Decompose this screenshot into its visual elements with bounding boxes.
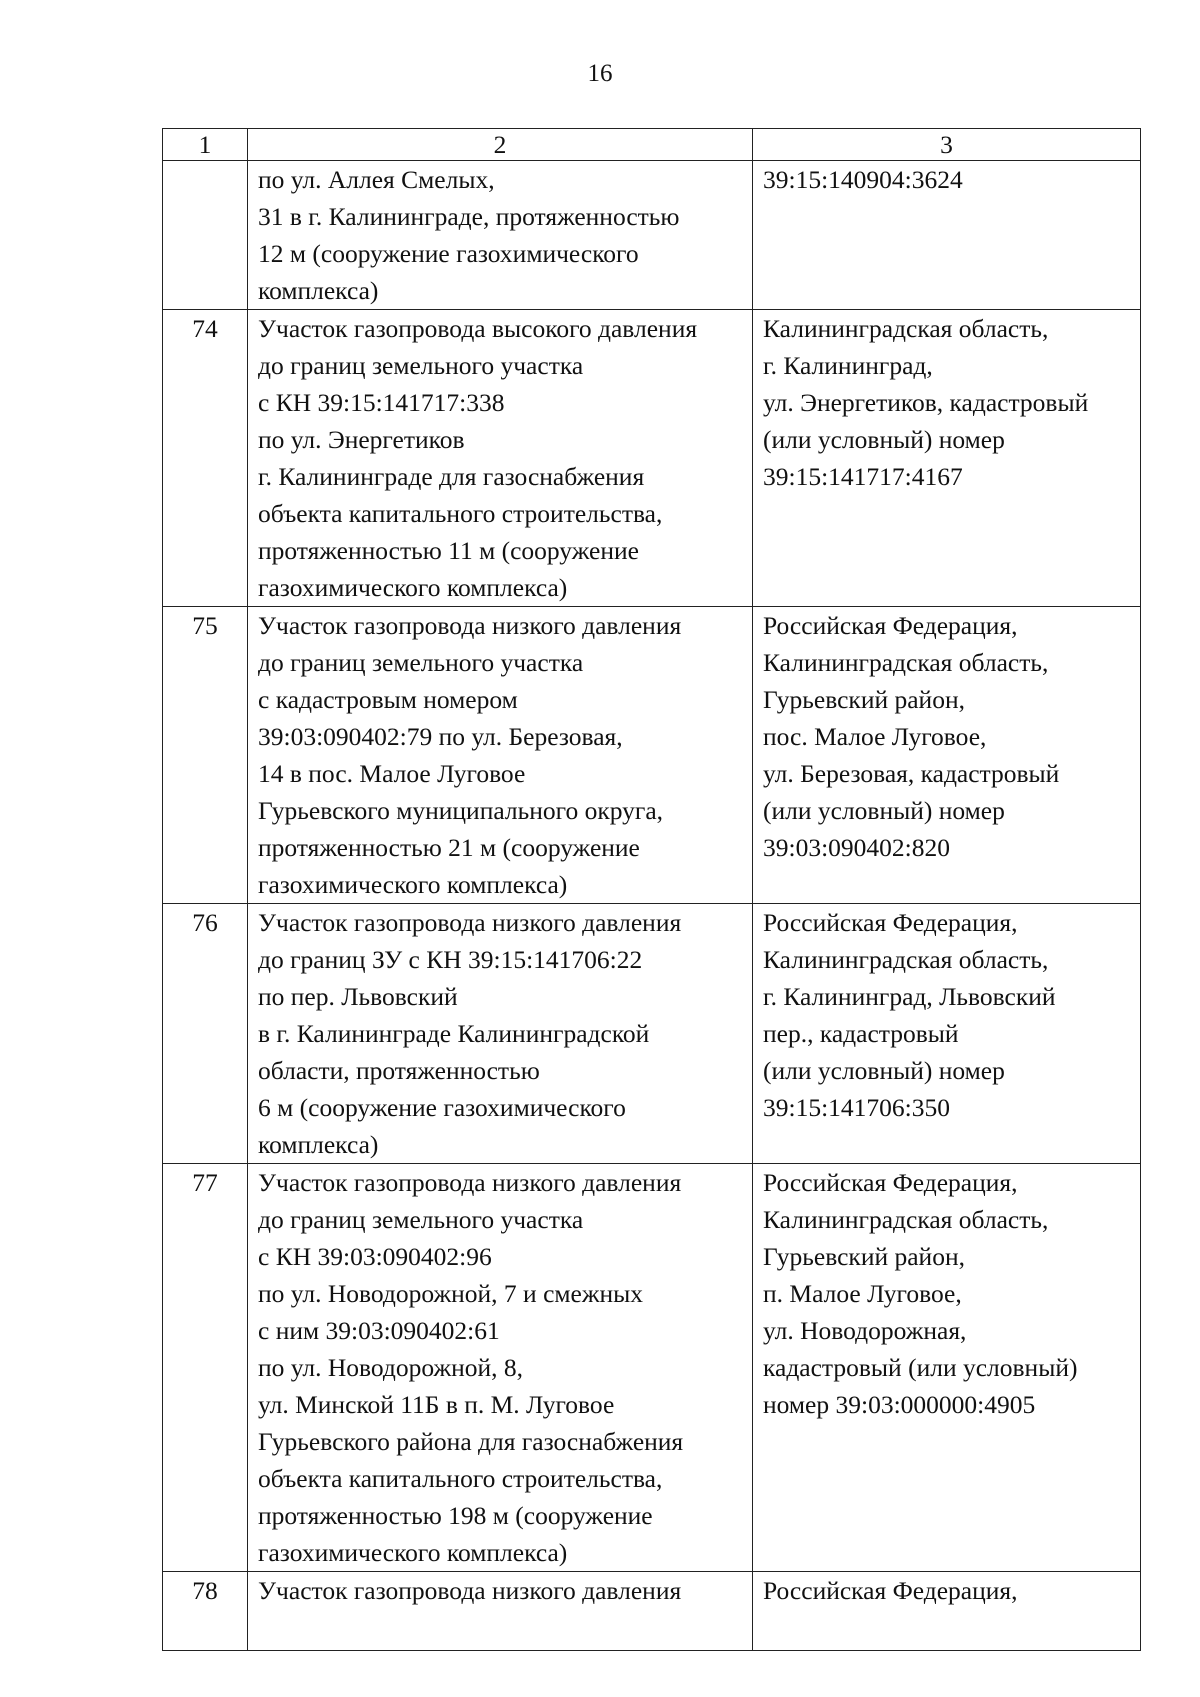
location-line: Гурьевский район, (763, 1242, 965, 1271)
description-line: до границ земельного участка (258, 351, 584, 380)
description-line: до границ земельного участка (258, 648, 584, 677)
description-line: по ул. Аллея Смелых, (258, 165, 495, 194)
location-line: 39:03:090402:820 (763, 833, 951, 862)
location-line: Калининградская область, (763, 945, 1049, 974)
description-line: протяженностью 11 м (сооружение (258, 536, 639, 565)
description-line: Гурьевского района для газоснабжения (258, 1427, 684, 1456)
table-row (163, 161, 1141, 310)
description-line: по пер. Львовский (258, 982, 458, 1011)
row-number: 76 (163, 904, 248, 1164)
location-line: п. Малое Луговое, (763, 1279, 962, 1308)
table-row (163, 607, 1141, 904)
location-line: Гурьевский район, (763, 685, 965, 714)
location-line: ул. Энергетиков, кадастровый (763, 388, 1089, 417)
object-description (248, 1164, 753, 1572)
location-line: г. Калининград, Львовский (763, 982, 1056, 1011)
description-line: Участок газопровода низкого давления (258, 908, 682, 937)
location-line: Российская Федерация, (763, 1168, 1018, 1197)
table-row (163, 904, 1141, 1164)
description-line: объекта капитального строительства, (258, 499, 663, 528)
description-line: газохимического комплекса) (258, 870, 568, 899)
location-line: Калининградская область, (763, 1205, 1049, 1234)
location-line: г. Калининград, (763, 351, 933, 380)
page-number: 16 (587, 60, 613, 87)
description-line: объекта капитального строительства, (258, 1464, 663, 1493)
location-line: пер., кадастровый (763, 1019, 959, 1048)
description-line: протяженностью 198 м (сооружение (258, 1501, 653, 1530)
location-line: Российская Федерация, (763, 908, 1018, 937)
location-line: номер 39:03:000000:4905 (763, 1390, 1036, 1419)
description-line: до границ земельного участка (258, 1205, 584, 1234)
description-line: по ул. Новодорожной, 8, (258, 1353, 524, 1382)
location-line: 39:15:141717:4167 (763, 462, 963, 491)
description-line: Участок газопровода низкого давления (258, 611, 682, 640)
description-line: с кадастровым номером (258, 685, 518, 714)
row-number: 75 (163, 607, 248, 904)
description-line: газохимического комплекса) (258, 1538, 568, 1567)
description-line: протяженностью 21 м (сооружение (258, 833, 640, 862)
description-line: комплекса) (258, 276, 379, 305)
table-row (163, 310, 1141, 607)
column-header: 3 (753, 129, 1141, 161)
object-description (248, 1572, 753, 1651)
description-line: Участок газопровода низкого давления (258, 1168, 682, 1197)
object-location (753, 1572, 1141, 1651)
description-line: газохимического комплекса) (258, 573, 568, 602)
description-line: Гурьевского муниципального округа, (258, 796, 664, 825)
object-location (753, 904, 1141, 1164)
description-line: с ним 39:03:090402:61 (258, 1316, 500, 1345)
description-line: г. Калининграде для газоснабжения (258, 462, 645, 491)
table-row (163, 1164, 1141, 1572)
description-line: 12 м (сооружение газохимического (258, 239, 639, 268)
description-line: 14 в пос. Малое Луговое (258, 759, 526, 788)
row-number (163, 161, 248, 310)
description-line: с КН 39:03:090402:96 (258, 1242, 492, 1271)
location-line: (или условный) номер (763, 796, 1005, 825)
object-location (753, 1164, 1141, 1572)
location-line: 39:15:141706:350 (763, 1093, 951, 1122)
object-location (753, 310, 1141, 607)
object-location (753, 161, 1141, 310)
description-line: по ул. Энергетиков (258, 425, 465, 454)
description-line: области, протяженностью (258, 1056, 540, 1085)
description-line: ул. Минской 11Б в п. М. Луговое (258, 1390, 615, 1419)
objects-table (162, 128, 1141, 1651)
column-header: 2 (248, 129, 753, 161)
description-line: в г. Калининграде Калининградской (258, 1019, 650, 1048)
object-description (248, 904, 753, 1164)
location-line: ул. Новодорожная, (763, 1316, 967, 1345)
location-line: пос. Малое Луговое, (763, 722, 987, 751)
description-line: по ул. Новодорожной, 7 и смежных (258, 1279, 643, 1308)
object-description (248, 607, 753, 904)
row-number: 74 (163, 310, 248, 607)
description-line: до границ ЗУ с КН 39:15:141706:22 (258, 945, 643, 974)
object-description (248, 161, 753, 310)
table-header-row (163, 129, 1141, 161)
location-line: Калининградская область, (763, 648, 1049, 677)
description-line: Участок газопровода высокого давления (258, 314, 698, 343)
location-line: кадастровый (или условный) (763, 1353, 1078, 1382)
location-line: Калининградская область, (763, 314, 1049, 343)
object-description (248, 310, 753, 607)
description-line: 31 в г. Калининграде, протяженностью (258, 202, 680, 231)
column-header: 1 (163, 129, 248, 161)
location-line: (или условный) номер (763, 1056, 1005, 1085)
location-line: Российская Федерация, (763, 1576, 1018, 1605)
description-line: 39:03:090402:79 по ул. Березовая, (258, 722, 623, 751)
location-line: Российская Федерация, (763, 611, 1018, 640)
table-row (163, 1572, 1141, 1651)
description-line: с КН 39:15:141717:338 (258, 388, 505, 417)
location-line: (или условный) номер (763, 425, 1005, 454)
location-line: 39:15:140904:3624 (763, 165, 963, 194)
row-number: 78 (163, 1572, 248, 1651)
description-line: Участок газопровода низкого давления (258, 1576, 682, 1605)
object-location (753, 607, 1141, 904)
description-line: комплекса) (258, 1130, 379, 1159)
row-number: 77 (163, 1164, 248, 1572)
description-line: 6 м (сооружение газохимического (258, 1093, 626, 1122)
location-line: ул. Березовая, кадастровый (763, 759, 1060, 788)
